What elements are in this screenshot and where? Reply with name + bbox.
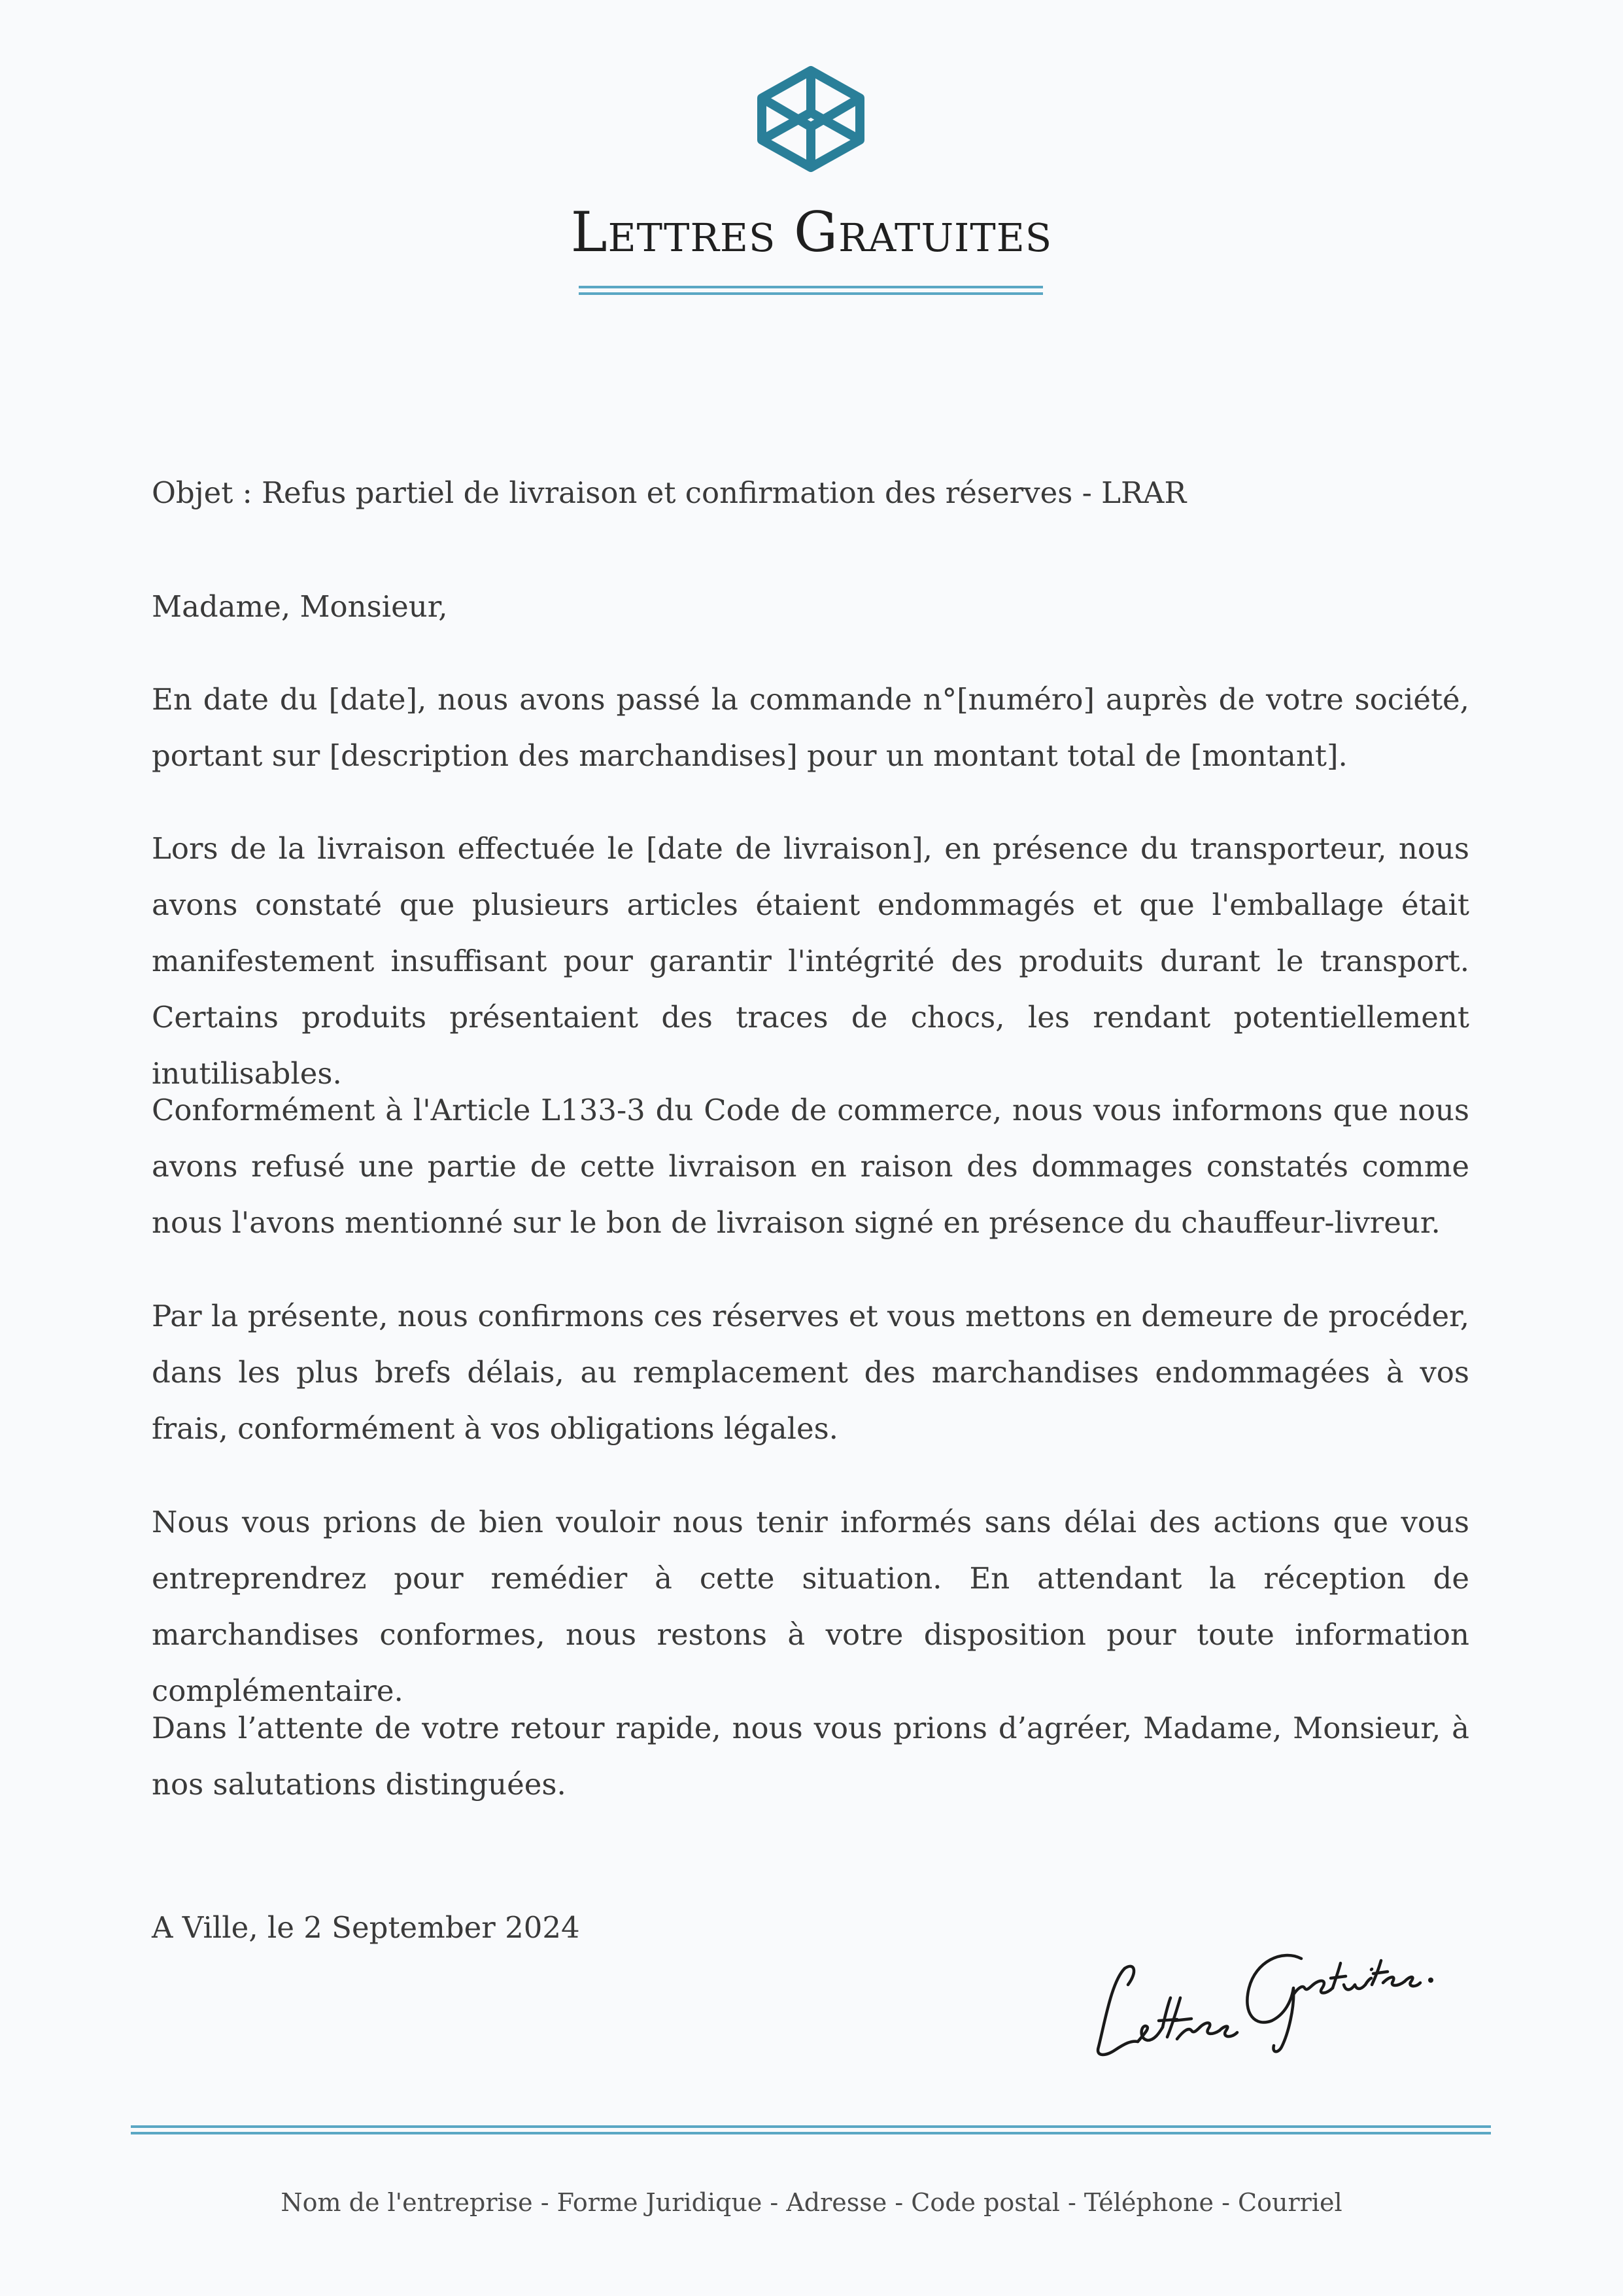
brand-title: Lettres Gratuites — [570, 200, 1053, 264]
letter-salutation: Madame, Monsieur, — [152, 589, 448, 624]
place-date: A Ville, le 2 September 2024 — [152, 1910, 580, 1945]
letter-paragraph: Lors de la livraison effectuée le [date de livraison], en présence du transporteur, nous avons constaté que plusieurs articles étaient endommagés et que l'emballage était manifestement insuffisant pour garantir l'intégrité des produits durant le transport. Certains produits présentaient des traces de chocs, les rendant potentiellement inutilisables. — [152, 831, 1469, 1091]
handwritten-signature — [1085, 1923, 1439, 2073]
letter-paragraph: Conformément à l'Article L133-3 du Code de commerce, nous vous informons que nous avons refusé une partie de cette livraison en raison des dommages constatés comme nous l'avons mentionné sur le bon de livraison signé en présence du chauffeur-livreur. — [152, 1093, 1469, 1240]
cube-wireframe-icon — [755, 64, 866, 174]
letter-paragraph: Par la présente, nous confirmons ces réserves et vous mettons en demeure de procéder, dans les plus brefs délais, au remplacement des marchandises endommagées à vos frais, conformément à vos obligations légales. — [152, 1299, 1469, 1446]
footer-company-info: Nom de l'entreprise - Forme Juridique - Adresse - Code postal - Téléphone - Courriel — [281, 2188, 1342, 2217]
letter-paragraph: En date du [date], nous avons passé la commande n°[numéro] auprès de votre société, portant sur [description des marchandises] pour un montant total de [montant]. — [152, 682, 1469, 773]
footer-divider — [131, 2125, 1491, 2134]
letter-paragraph: Nous vous prions de bien vouloir nous tenir informés sans délai des actions que vous entreprendrez pour remédier à cette situation. En attendant la réception de marchandises conformes, nous restons à votre disposition pour toute information complémentaire. — [152, 1505, 1469, 1708]
letter-paragraph: Dans l’attente de votre retour rapide, nous vous prions d’agréer, Madame, Monsieur, à nos salutations distinguées. — [152, 1711, 1469, 1802]
letter-subject: Objet : Refus partiel de livraison et confirmation des réserves - LRAR — [152, 475, 1187, 510]
header-divider — [579, 286, 1043, 295]
